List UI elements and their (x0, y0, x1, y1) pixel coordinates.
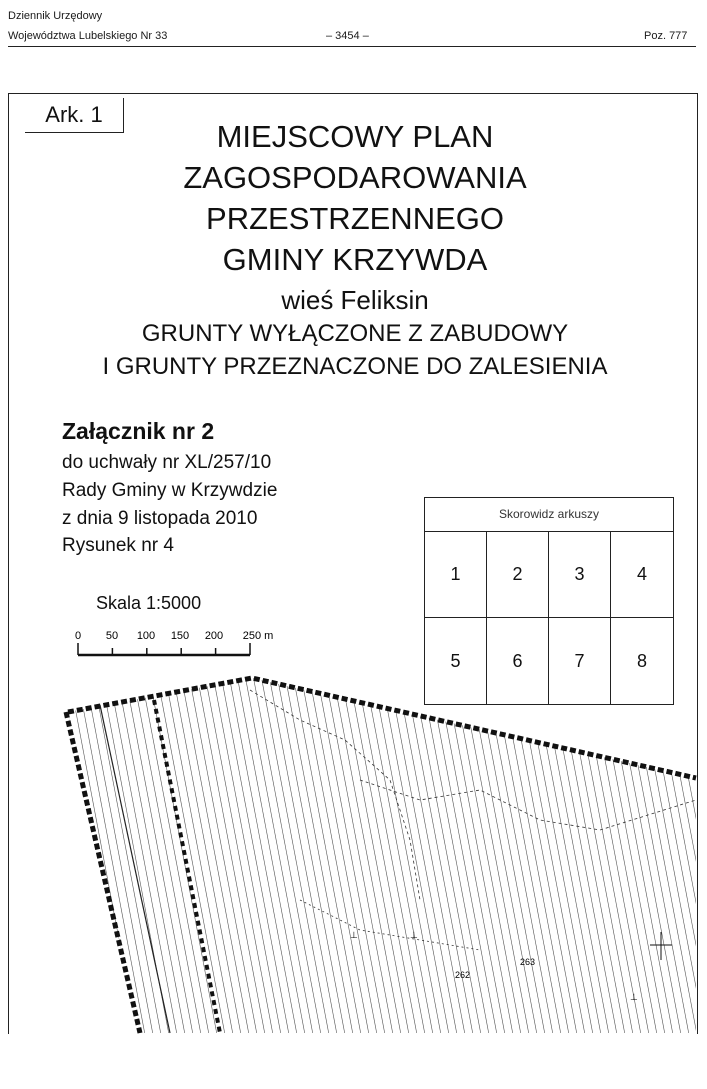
scale-tick-label-0: 0 (74, 630, 82, 642)
hatch-line (108, 670, 178, 1040)
sheet-index-title: Skorowidz arkuszy (425, 498, 673, 532)
sheet-index-cell-8: 8 (636, 650, 647, 671)
hatch-line (156, 670, 226, 1040)
hatch-line (172, 670, 242, 1040)
hatch-line (276, 670, 346, 1040)
hatch-line (244, 670, 314, 1040)
scale-label: Skala 1:5000 (96, 593, 202, 613)
hatch-line (412, 670, 482, 1040)
village-name: wieś Feliksin (281, 285, 429, 315)
hatch-line (676, 670, 707, 1040)
annex-council: Rady Gminy w Krzywdzie (62, 480, 278, 501)
title-line-1: MIEJSCOWY PLAN (216, 119, 494, 154)
hatch-line (388, 670, 458, 1040)
hatch-line (612, 670, 682, 1040)
hatch-line (468, 670, 538, 1040)
scale-tick-label-250: 250 m (242, 630, 274, 642)
hatch-line (164, 670, 234, 1040)
annex-resolution: do uchwały nr XL/257/10 (62, 452, 272, 473)
plan-boundary-left (66, 712, 140, 1033)
tree-symbol-icon: ⊥ (350, 931, 358, 941)
sheet-index-cell-7: 7 (549, 618, 611, 704)
hatch-line (532, 670, 602, 1040)
sheet-index-cell-2: 2 (487, 532, 549, 618)
hatch-line (76, 670, 146, 1040)
hatch-line (444, 670, 514, 1040)
hatch-line (348, 670, 418, 1040)
hatch-line (308, 670, 378, 1040)
road-line (100, 705, 170, 1033)
parcel-number-label: 263 (520, 957, 536, 967)
hatch-line (404, 670, 474, 1040)
hatch-line (428, 670, 498, 1040)
hatch-line (84, 670, 154, 1040)
scale-tick-label-150: 150 (170, 630, 190, 642)
hatch-line (556, 670, 626, 1040)
hatch-line (268, 670, 338, 1040)
tree-symbol-icon: ⊥ (410, 931, 418, 941)
title-line-2: ZAGOSPODAROWANIA (183, 160, 527, 195)
hatch-line (364, 670, 434, 1040)
publication-title: Dziennik Urzędowy (8, 10, 103, 22)
hatch-line (132, 670, 202, 1040)
hatch-line (596, 670, 666, 1040)
hatch-line (180, 670, 250, 1040)
hatch-line (564, 670, 634, 1040)
hatch-line (236, 670, 306, 1040)
hatch-line (292, 670, 362, 1040)
hatch-line (644, 670, 707, 1040)
hatch-line (500, 670, 570, 1040)
annex-heading: Załącznik nr 2 (62, 418, 215, 444)
hatch-line (228, 670, 298, 1040)
sheet-index-cell-1: 1 (425, 532, 487, 618)
hatch-line (572, 670, 642, 1040)
publication-subtitle: Województwa Lubelskiego Nr 33 (8, 30, 168, 42)
hatch-line (420, 670, 490, 1040)
hatch-line (660, 670, 707, 1040)
hatch-line (316, 670, 386, 1040)
sheet-index-cell-6: 6 (487, 618, 549, 704)
hatch-line (188, 670, 258, 1040)
scale-tick-label-100: 100 (136, 630, 156, 642)
hatch-line (324, 670, 394, 1040)
hatch-line (380, 670, 450, 1040)
title-line-4: GMINY KRZYWDA (222, 242, 488, 277)
survey-point-icon (650, 932, 672, 960)
hatch-line (604, 670, 674, 1040)
position-number: Poz. 777 (644, 30, 688, 42)
scale-bar (75, 630, 273, 655)
hatch-line (508, 670, 578, 1040)
hatch-line (436, 670, 506, 1040)
hatch-line (620, 670, 690, 1040)
hatch-line (476, 670, 546, 1040)
hatch-line (636, 670, 706, 1040)
hatch-line (548, 670, 618, 1040)
hatch-line (212, 670, 282, 1040)
hatch-line (340, 670, 410, 1040)
hatch-line (260, 670, 330, 1040)
hatch-line (284, 670, 354, 1040)
hatch-line (492, 670, 562, 1040)
dirt-path-3 (300, 900, 480, 950)
annex-date: z dnia 9 listopada 2010 (62, 508, 258, 529)
subtitle-line-2: I GRUNTY PRZEZNACZONE DO ZALESIENIA (102, 353, 608, 380)
annex-drawing-number: Rysunek nr 4 (62, 535, 174, 556)
sheet-index-cell-3: 3 (549, 532, 611, 618)
hatch-line (452, 670, 522, 1040)
hatch-line (580, 670, 650, 1040)
hatch-line (588, 670, 658, 1040)
hatch-line (332, 670, 402, 1040)
subtitle-line-1: GRUNTY WYŁĄCZONE Z ZABUDOWY (141, 320, 569, 347)
sheet-index-cell-4: 4 (611, 532, 673, 618)
hatch-line (540, 670, 610, 1040)
hatch-line (524, 670, 594, 1040)
hatch-line (628, 670, 698, 1040)
hatch-line (252, 670, 322, 1040)
tree-symbol-icon: ⊥ (630, 993, 638, 1003)
hatch-line (220, 670, 290, 1040)
sheet-index-cell-5: 5 (425, 618, 487, 704)
parcel-number-label: 262 (455, 970, 471, 980)
map-area (60, 670, 707, 1040)
page-number: – 3454 – (326, 30, 369, 42)
hatch-line (372, 670, 442, 1040)
hatch-line (300, 670, 370, 1040)
hatch-line (140, 670, 210, 1040)
hatch-line (516, 670, 586, 1040)
hatch-line (196, 670, 266, 1040)
hatch-line (356, 670, 426, 1040)
plan-boundary-top (68, 678, 696, 778)
hatch-line (484, 670, 554, 1040)
hatch-line (692, 670, 707, 1040)
title-line-3: PRZESTRZENNEGO (206, 201, 504, 236)
hatch-line (204, 670, 274, 1040)
scale-tick-label-200: 200 (204, 630, 224, 642)
parcel-hatching (60, 670, 707, 1040)
sheet-label: Ark. 1 (25, 98, 124, 133)
scale-tick-label-50: 50 (105, 630, 119, 642)
